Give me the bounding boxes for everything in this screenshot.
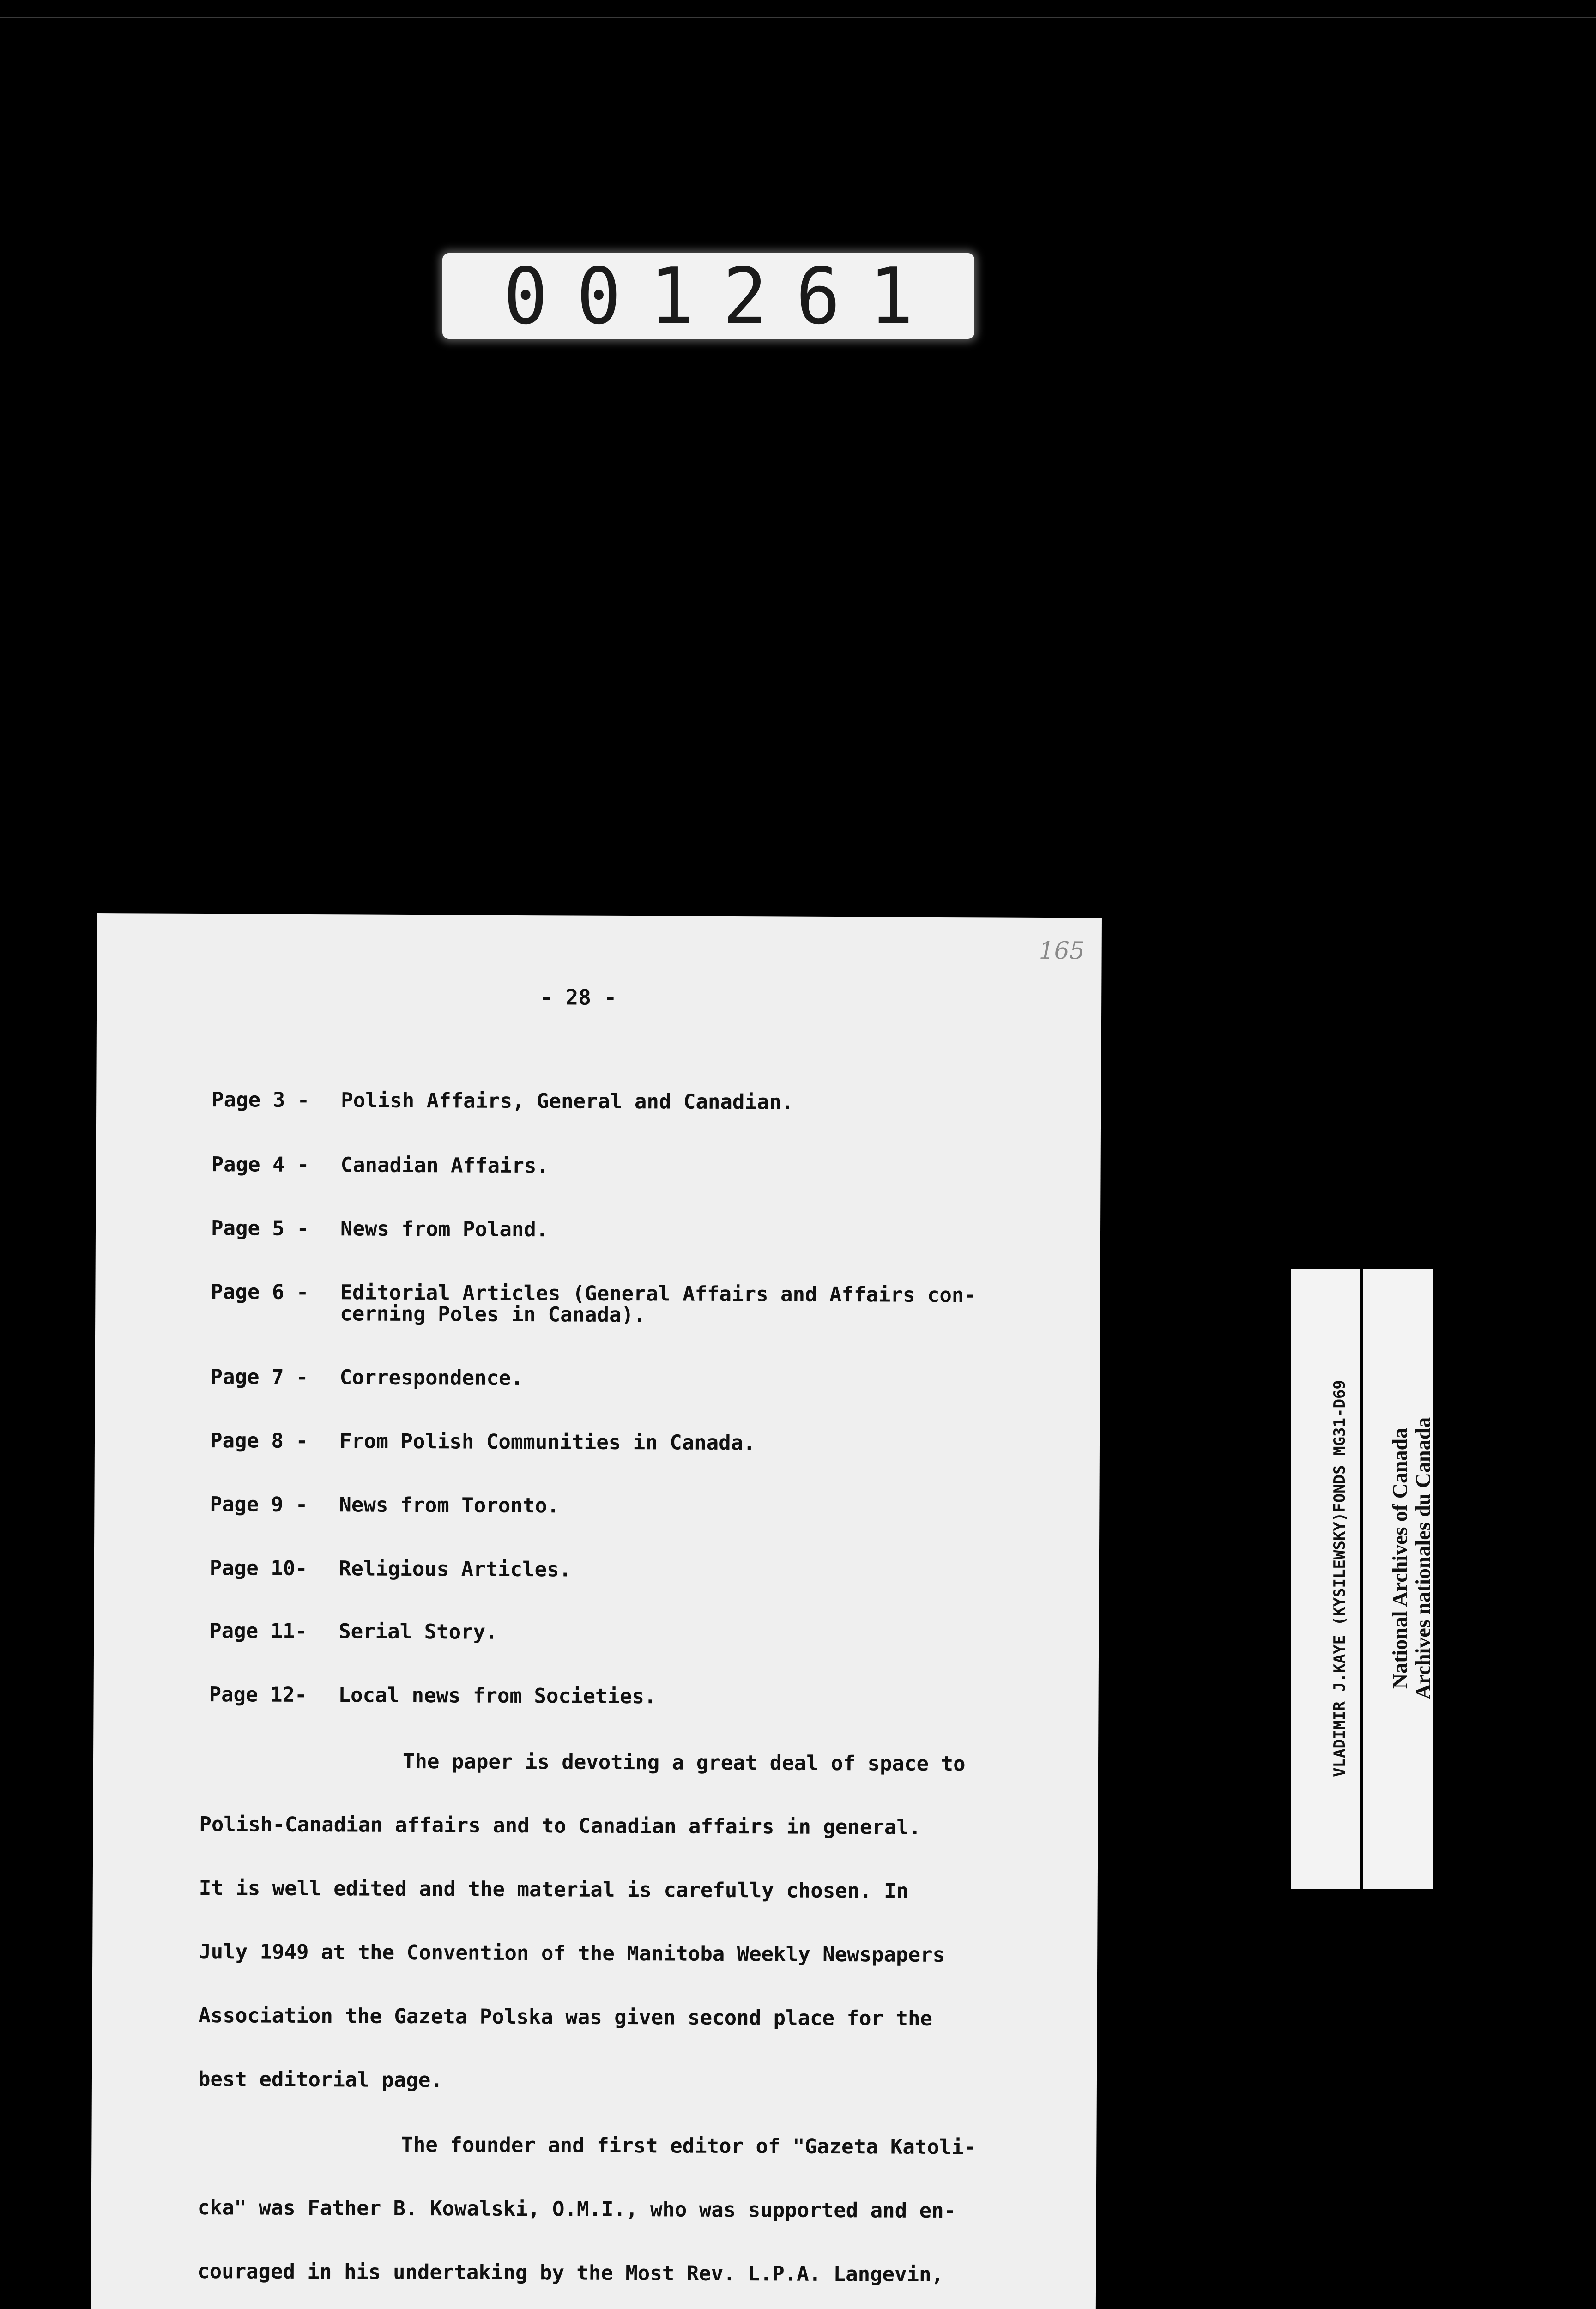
toc-text: Polish Affairs, General and Canadian. bbox=[341, 1088, 794, 1114]
top-rule bbox=[0, 17, 1596, 18]
paragraph-line: The paper is devoting a great deal of space to bbox=[402, 1749, 966, 1776]
paragraph-line: cka" was Father B. Kowalski, O.M.I., who was supported and en- bbox=[197, 2195, 956, 2223]
archives-name-en: National Archives of Canada bbox=[1388, 1427, 1412, 1689]
archive-label bbox=[1291, 1269, 1433, 1889]
toc-label: Page 5 - bbox=[211, 1216, 309, 1241]
toc-text: News from Poland. bbox=[340, 1217, 549, 1242]
toc-text: Canadian Affairs. bbox=[340, 1153, 549, 1178]
toc-label: Page 3 - bbox=[212, 1088, 310, 1112]
archives-name-fr: Archives nationales du Canada bbox=[1411, 1417, 1435, 1700]
toc-label: Page 7 - bbox=[210, 1365, 308, 1390]
paragraph-line: It is well edited and the material is carefully chosen. In bbox=[199, 1876, 909, 1903]
paragraph-line: Polish-Canadian affairs and to Canadian affairs in general. bbox=[199, 1812, 921, 1839]
paragraph-line: couraged in his undertaking by the Most Rev. L.P.A. Langevin, bbox=[197, 2259, 944, 2287]
page-number: - 28 - bbox=[540, 985, 617, 1010]
toc-label: Page 12- bbox=[209, 1683, 307, 1707]
toc-text: Religious Articles. bbox=[339, 1557, 572, 1582]
toc-text: From Polish Communities in Canada. bbox=[339, 1429, 756, 1455]
frame-number: 001261 bbox=[503, 250, 942, 342]
paragraph-founder bbox=[196, 2133, 1011, 2309]
toc-text: Correspondence. bbox=[339, 1366, 524, 1390]
toc-text: News from Toronto. bbox=[339, 1493, 560, 1518]
paragraph-line: best editorial page. bbox=[198, 2067, 443, 2092]
toc-label: Page 11- bbox=[209, 1619, 308, 1644]
paragraph-line: The founder and first editor of "Gazeta Katoli- bbox=[401, 2133, 976, 2159]
toc-text: Serial Story. bbox=[339, 1620, 498, 1644]
paragraph-line: July 1949 at the Convention of the Manitoba Weekly Newspapers bbox=[199, 1940, 945, 1967]
handwritten-page-number: 165 bbox=[1039, 937, 1085, 965]
fonds-reference: VLADIMIR J.KAYE (KYSILEWSKY)FONDS MG31-D69 bbox=[1330, 1380, 1349, 1777]
toc-label: Page 8 - bbox=[210, 1429, 308, 1453]
paragraph-line: Association the Gazeta Polska was given second place for the bbox=[198, 2003, 933, 2031]
paragraph-newspaper-review bbox=[198, 1750, 1012, 2136]
toc-label: Page 4 - bbox=[211, 1153, 309, 1177]
toc-text: Editorial Articles (General Affairs and Affairs con- cerning Poles in Canada). bbox=[340, 1281, 977, 1327]
label-divider bbox=[1360, 1269, 1363, 1889]
toc-label: Page 9 - bbox=[210, 1493, 308, 1517]
toc-text: Local news from Societies. bbox=[338, 1683, 657, 1709]
toc-label: Page 6 - bbox=[211, 1280, 309, 1305]
toc-label: Page 10- bbox=[209, 1556, 308, 1581]
document-page bbox=[90, 913, 1102, 2309]
frame-counter bbox=[442, 250, 974, 342]
